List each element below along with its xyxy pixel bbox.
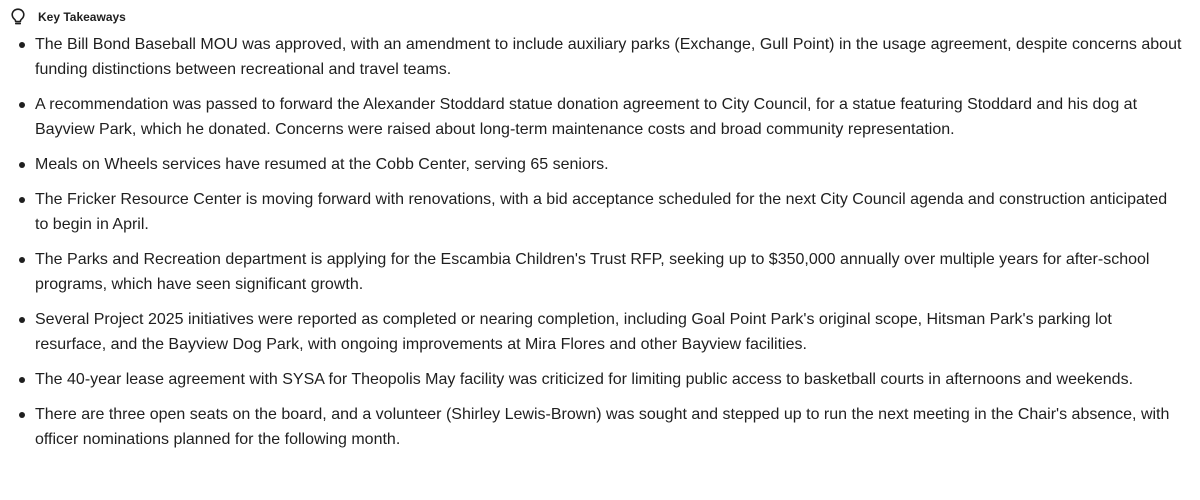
takeaway-text: Meals on Wheels services have resumed at the Cobb Center, serving 65 seniors. bbox=[35, 156, 609, 173]
key-takeaways-title: Key Takeaways bbox=[38, 10, 126, 24]
takeaway-text: Several Project 2025 initiatives were reported as completed or nearing completion, including Goal Point Park's original scope, Hitsman Park's parking lot resurface, and the Bayview Dog Park, with ongoing improvements at Mira Flores and other Bayview facilities. bbox=[35, 311, 1112, 353]
takeaway-text: The Bill Bond Baseball MOU was approved, with an amendment to include auxiliary parks (Exchange, Gull Point) in the usage agreement, despite concerns about funding distinctions between recreational and travel teams. bbox=[35, 36, 1182, 78]
list-item bbox=[0, 402, 1200, 452]
list-item bbox=[0, 187, 1200, 237]
takeaway-text: The Parks and Recreation department is applying for the Escambia Children's Trust RFP, seeking up to $350,000 annually over multiple years for after-school programs, which have seen significant growth. bbox=[35, 251, 1150, 293]
takeaway-text: The 40-year lease agreement with SYSA for Theopolis May facility was criticized for limiting public access to basketball courts in afternoons and weekends. bbox=[35, 371, 1134, 388]
list-item bbox=[0, 152, 1200, 177]
list-item bbox=[0, 367, 1200, 392]
takeaways-list bbox=[0, 32, 1200, 452]
takeaway-text: The Fricker Resource Center is moving forward with renovations, with a bid acceptance scheduled for the next City Council agenda and construction anticipated to begin in April. bbox=[35, 191, 1168, 233]
key-takeaways-header bbox=[0, 6, 1200, 28]
list-item bbox=[0, 32, 1200, 82]
bullet-icon bbox=[19, 317, 25, 323]
list-item bbox=[0, 92, 1200, 142]
bullet-icon bbox=[19, 102, 25, 108]
bullet-icon bbox=[19, 42, 25, 48]
bullet-icon bbox=[19, 412, 25, 418]
bullet-icon bbox=[19, 257, 25, 263]
lightbulb-icon bbox=[10, 7, 26, 27]
bullet-icon bbox=[19, 377, 25, 383]
bullet-icon bbox=[19, 162, 25, 168]
list-item bbox=[0, 247, 1200, 297]
takeaway-text: A recommendation was passed to forward the Alexander Stoddard statue donation agreement to City Council, for a statue featuring Stoddard and his dog at Bayview Park, which he donated. Concerns were raised about long-term maintenance costs and broad community representation. bbox=[35, 96, 1138, 138]
takeaway-text: There are three open seats on the board, and a volunteer (Shirley Lewis-Brown) was sought and stepped up to run the next meeting in the Chair's absence, with officer nominations planned for the following month. bbox=[35, 406, 1170, 448]
bullet-icon bbox=[19, 197, 25, 203]
list-item bbox=[0, 307, 1200, 357]
